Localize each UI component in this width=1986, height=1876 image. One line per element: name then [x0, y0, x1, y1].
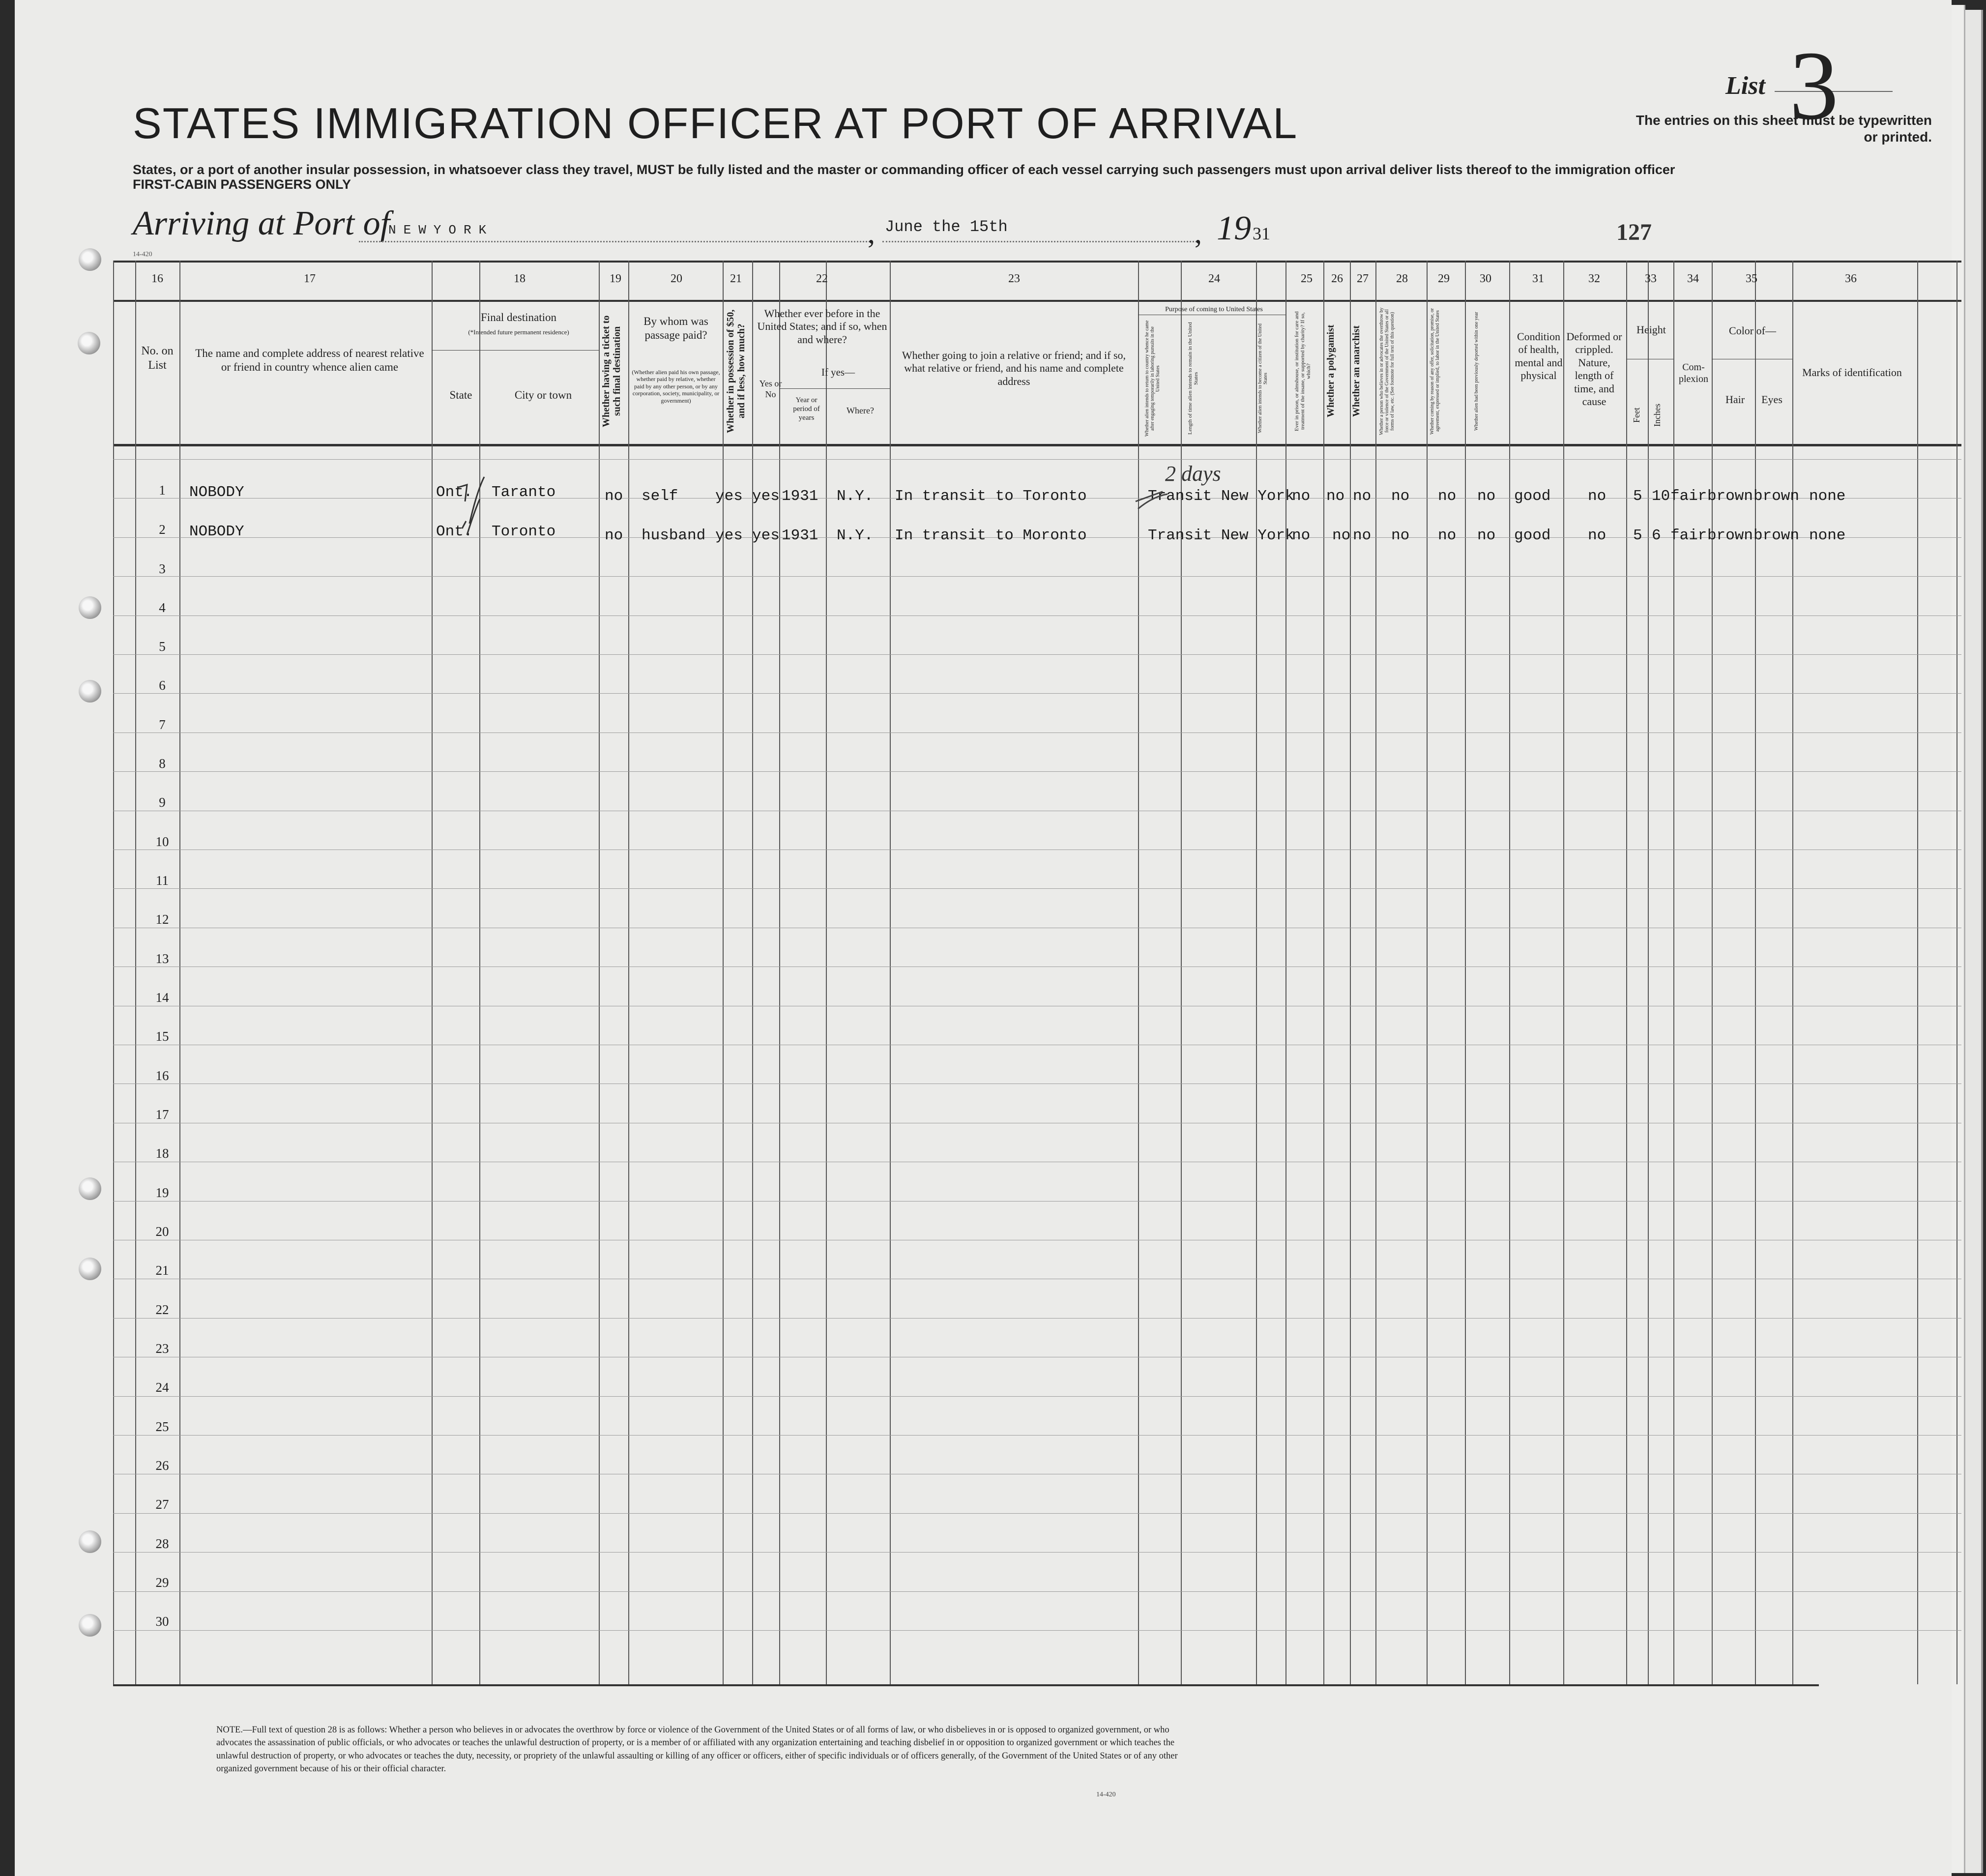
row-number: 4	[159, 600, 166, 615]
row-number: 1	[159, 483, 166, 498]
footnote-text: NOTE.—Full text of question 28 is as follows: Whether a person who believes in or advocates the overthrow by force or violence of the Government of the United States or of all forms of law, or who disbelieves in or is opposed to organized government, or who advocates the assassination of public officials, or who advocates or teaches the unlawful destruction of property, or is a member of or affiliated with any organization entertaining and teaching disbelief in or opposition to organized government or which teaches the unlawful destruction of property, or who advocates or teaches the duty, necessity, or propriety of the unlawful assaulting or killing of any officer or officers, either of specific individuals or of officers generally, of the Government of the United States or of any other organized government because of his or their official character.	[216, 1725, 1178, 1774]
entries-note: The entries on this sheet must be typewritten or printed.	[1636, 113, 1932, 145]
column-rule	[1917, 261, 1918, 1684]
column-rule	[779, 261, 780, 1684]
pencil-tick-marks	[1133, 484, 1207, 528]
binder-hole	[78, 332, 100, 354]
column-number: 27	[1357, 272, 1369, 285]
column-rule	[1323, 261, 1324, 1684]
row-number: 27	[155, 1497, 169, 1512]
column-rule	[1256, 261, 1257, 1684]
row-number: 25	[155, 1419, 169, 1434]
column-rule	[113, 261, 114, 1684]
row-number: 9	[159, 795, 166, 810]
column-rule	[1350, 261, 1351, 1684]
column-rule	[179, 261, 180, 1684]
row2-money: yes	[715, 527, 743, 544]
header-before-us: Whether ever before in the United States; and if so, when and where?	[757, 307, 887, 346]
date-value: June the 15th	[885, 218, 1008, 236]
header-city: City or town	[514, 389, 572, 401]
row1-deported: no	[1477, 488, 1496, 505]
header-passage-title: By whom was passage paid?	[643, 315, 708, 341]
row-number: 14	[155, 990, 169, 1005]
row1-polygamist: no	[1326, 488, 1345, 505]
binder-hole	[79, 680, 101, 703]
row2-relative: NOBODY	[189, 523, 244, 540]
header-eyes: Eyes	[1761, 393, 1782, 406]
column-rule	[1792, 261, 1793, 1684]
row-number: 16	[155, 1068, 169, 1083]
header-money: Whether in possession of $50, and if less, how much?	[725, 309, 747, 433]
row2-polygamist: no	[1332, 527, 1351, 544]
column-number: 36	[1845, 272, 1857, 285]
column-rule	[1626, 261, 1627, 1684]
port-dotted-line	[359, 241, 870, 242]
row2-health: good	[1514, 527, 1551, 544]
port-value: NEWYORK	[388, 223, 494, 237]
list-number: 3	[1789, 31, 1839, 140]
header-purpose: Purpose of coming to United States	[1165, 306, 1263, 313]
row2-inches: 6	[1652, 527, 1661, 544]
header-contract: Whether coming by reason of any offer, solicitation, promise, or agreement, expressed or implied, to labor in the United States	[1430, 308, 1440, 435]
header-bottom-rule	[113, 444, 1961, 446]
row1-prison: no	[1292, 488, 1311, 505]
column-number: 32	[1588, 272, 1600, 285]
column-rule	[1509, 261, 1510, 1684]
row1-money: yes	[715, 488, 743, 505]
row-rule	[113, 576, 1961, 577]
header-prison: Ever in prison, or almshouse, or institution for care and treatment of the insane, or supported by charity? If so, which?	[1294, 311, 1312, 431]
column-number: 34	[1687, 272, 1699, 285]
column-rule	[1712, 261, 1713, 1684]
column-rule	[1138, 261, 1139, 1684]
row1-marks: none	[1809, 488, 1846, 505]
row-rule	[113, 1396, 1961, 1397]
column-rule	[826, 261, 827, 1684]
row-number: 18	[155, 1146, 169, 1161]
row-number: 26	[155, 1458, 169, 1473]
form-code: 14-420	[133, 251, 152, 258]
row2-ticket: no	[605, 527, 623, 544]
row2-complexion: fair	[1670, 527, 1707, 544]
row-rule	[113, 1318, 1961, 1319]
year-suffix: 31	[1253, 224, 1270, 243]
header-purpose-return: Whether alien intends to return to country whence he came after engaging temporarily in laboring pursuits in the United States	[1144, 320, 1161, 437]
row-number: 12	[155, 912, 169, 927]
header-year-period: Year or period of years	[793, 396, 820, 422]
header-anarchist: Whether an anarchist	[1351, 325, 1362, 417]
column-rule	[890, 261, 891, 1684]
pencil-check-marks	[447, 472, 487, 585]
header-feet: Feet	[1632, 408, 1641, 423]
column-number: 35	[1746, 272, 1757, 285]
sheet-number: 127	[1616, 219, 1652, 245]
header-yes-no: Yes or No	[759, 379, 782, 399]
header-sub-rule	[779, 388, 890, 389]
row-rule	[113, 1201, 1961, 1202]
header-sub-rule	[432, 350, 599, 351]
header-final-destination-sub: (*Intended future permanent residence)	[468, 328, 569, 336]
column-rule	[432, 261, 433, 1684]
row1-ticket: no	[605, 488, 623, 505]
manifest-page	[15, 0, 1952, 1876]
row1-purpose: Transit New York	[1148, 488, 1294, 505]
column-number: 17	[304, 272, 316, 285]
binder-hole	[79, 1614, 101, 1637]
column-rule	[752, 261, 753, 1684]
row2-hair: brown	[1707, 527, 1753, 544]
column-number: 20	[671, 272, 682, 285]
row1-feet: 5	[1633, 488, 1642, 505]
row1-state: Ont.	[436, 484, 473, 501]
row2-city: Toronto	[492, 523, 556, 540]
row2-year: 1931	[782, 527, 818, 544]
bottom-rule	[113, 1684, 1819, 1686]
header-passage-sub: (Whether alien paid his own passage, whether paid by relative, whether paid by any other person, or by any corporation, society, municipality, or government)	[632, 369, 720, 404]
column-number: 16	[151, 272, 163, 285]
column-rule	[628, 261, 629, 1684]
class-note: FIRST-CABIN PASSENGERS ONLY	[133, 177, 351, 192]
row2-state: Ont.	[436, 523, 473, 540]
column-number: 23	[1008, 272, 1020, 285]
row2-eyes: brown	[1753, 527, 1800, 544]
header-marks: Marks of identification	[1802, 366, 1902, 379]
header-nearest-relative: The name and complete address of nearest relative or friend in country whence alien came	[195, 347, 424, 373]
row1-before: yes	[752, 488, 780, 505]
header-complexion: Com-plexion	[1679, 362, 1708, 384]
row-rule	[113, 888, 1961, 889]
row-number: 10	[155, 834, 169, 849]
row2-contract: no	[1438, 527, 1457, 544]
instruction-text: States, or a port of another insular possession, in whatsoever class they travel, MUST be fully listed and the master or commanding officer of each vessel carrying such passengers must upon arrival deliver lists thereof to the immigration officer	[133, 162, 1675, 177]
column-number: 28	[1396, 272, 1408, 285]
row1-inches: 10	[1652, 488, 1670, 505]
row-number: 19	[155, 1185, 169, 1200]
column-number: 22	[816, 272, 828, 285]
row1-where: N.Y.	[837, 488, 874, 505]
date-dotted-line	[882, 241, 1197, 242]
header-deported: Whether alien had been previously deported within one year	[1474, 312, 1479, 431]
column-rule	[1465, 261, 1466, 1684]
header-where: Where?	[847, 406, 874, 415]
column-rule	[599, 261, 600, 1684]
column-rule	[723, 261, 724, 1684]
row-rule	[113, 1513, 1961, 1514]
row1-hair: brown	[1707, 488, 1753, 505]
row-number: 13	[155, 951, 169, 966]
column-rule	[1375, 261, 1376, 1684]
column-rule	[135, 261, 136, 1684]
header-color-of: Color of—	[1729, 324, 1776, 337]
row1-time-handwritten: 2 days	[1165, 462, 1221, 486]
header-if-yes: If yes—	[821, 366, 855, 378]
row-rule	[113, 1552, 1961, 1553]
arriving-label: Arriving at Port of	[133, 205, 390, 242]
row2-overthrow: no	[1391, 527, 1410, 544]
column-number: 30	[1480, 272, 1491, 285]
binder-hole	[79, 1530, 101, 1553]
row1-joining: In transit to Toronto	[895, 488, 1087, 505]
column-number: 29	[1438, 272, 1450, 285]
row-number: 22	[155, 1302, 169, 1317]
comma: ,	[1195, 217, 1202, 249]
row-number: 17	[155, 1107, 169, 1122]
year-prefix: 19	[1217, 209, 1251, 247]
row-number: 6	[159, 678, 166, 693]
row2-passage: husband	[642, 527, 706, 544]
column-number: 31	[1532, 272, 1544, 285]
binder-hole	[79, 1177, 101, 1200]
column-number: 33	[1645, 272, 1657, 285]
top-rule	[113, 261, 1961, 263]
list-label: List	[1725, 72, 1765, 100]
row2-marks: none	[1809, 527, 1846, 544]
comma: ,	[868, 217, 875, 249]
row1-overthrow: no	[1391, 488, 1410, 505]
row-number: 29	[155, 1575, 169, 1590]
row-number: 24	[155, 1380, 169, 1395]
row-number: 21	[155, 1263, 169, 1278]
row2-before: yes	[752, 527, 780, 544]
row1-passage: self	[642, 488, 678, 505]
row-number: 15	[155, 1029, 169, 1044]
header-hair: Hair	[1725, 393, 1745, 406]
row-rule	[113, 1591, 1961, 1592]
column-rule	[1648, 261, 1649, 1684]
column-rule	[1673, 261, 1674, 1684]
binder-hole	[79, 248, 101, 271]
header-purpose-length: Length of time alien intends to remain in the United States	[1187, 322, 1199, 435]
row2-purpose: Transit New York	[1148, 527, 1294, 544]
header-final-destination: Final destination	[481, 311, 556, 323]
header-purpose-citizen: Whether alien intends to become a citizen of the United States	[1257, 323, 1268, 434]
row-number: 7	[159, 717, 166, 732]
header-height: Height	[1636, 323, 1666, 336]
page-title: STATES IMMIGRATION OFFICER AT PORT OF ARRIVAL	[133, 99, 1298, 147]
footnote-code: 14-420	[1096, 1791, 1116, 1798]
row-number: 11	[156, 873, 169, 888]
row-rule	[113, 1435, 1961, 1436]
header-health: Condition of health, mental and physical	[1515, 330, 1563, 382]
header-joining: Whether going to join a relative or friend; and if so, what relative or friend, and his name and complete address	[902, 349, 1126, 387]
column-rule	[1563, 261, 1564, 1684]
row-number: 23	[155, 1341, 169, 1356]
row2-where: N.Y.	[837, 527, 874, 544]
row1-contract: no	[1438, 488, 1457, 505]
header-ticket: Whether having a ticket to such final destination	[601, 315, 622, 427]
row2-deported: no	[1477, 527, 1496, 544]
row1-relative: NOBODY	[189, 484, 244, 501]
row-number: 2	[159, 522, 166, 537]
column-rule	[1427, 261, 1428, 1684]
header-overthrow: Whether a person who believes in or advocates the overthrow by force or violence of the Government of the United States or all forms of law, etc. (See footnote for full text of this question)	[1379, 307, 1395, 435]
binder-hole	[79, 1258, 101, 1280]
row-number: 28	[155, 1536, 169, 1551]
column-number: 21	[730, 272, 742, 285]
row-number: 20	[155, 1224, 169, 1239]
column-number: 24	[1208, 272, 1220, 285]
header-inches: Inches	[1652, 404, 1662, 427]
row-number: 5	[159, 639, 166, 654]
row-number: 8	[159, 756, 166, 771]
row-rule	[113, 654, 1961, 655]
row-rule	[113, 771, 1961, 772]
row2-deformed: no	[1588, 527, 1606, 544]
row1-anarchist: no	[1353, 488, 1372, 505]
column-rule	[1285, 261, 1286, 1684]
column-number: 18	[514, 272, 526, 285]
column-rule	[1755, 261, 1756, 1684]
row2-joining: In transit to Moronto	[895, 527, 1087, 544]
header-deformed: Deformed or crippled. Nature, length of time, and cause	[1566, 330, 1622, 408]
binder-hole	[79, 596, 101, 619]
row-rule	[113, 459, 1961, 460]
header-no-on-list: No. on List	[141, 345, 174, 372]
header-top-rule	[113, 300, 1961, 302]
row-rule	[113, 1630, 1961, 1631]
row-rule	[113, 693, 1961, 694]
row2-feet: 5	[1633, 527, 1642, 544]
column-number: 26	[1331, 272, 1343, 285]
row-number: 3	[159, 561, 166, 576]
header-state: State	[449, 389, 472, 401]
row1-deformed: no	[1588, 488, 1606, 505]
row1-health: good	[1514, 488, 1551, 505]
row2-prison: no	[1292, 527, 1311, 544]
row1-year: 1931	[782, 488, 818, 505]
header-polygamist: Whether a polygamist	[1325, 324, 1336, 418]
row1-eyes: brown	[1753, 488, 1800, 505]
column-number: 19	[610, 272, 621, 285]
column-number: 25	[1301, 272, 1313, 285]
row1-city: Taranto	[492, 484, 556, 501]
row1-complexion: fair	[1670, 488, 1707, 505]
row-number: 30	[155, 1614, 169, 1629]
row2-anarchist: no	[1353, 527, 1372, 544]
